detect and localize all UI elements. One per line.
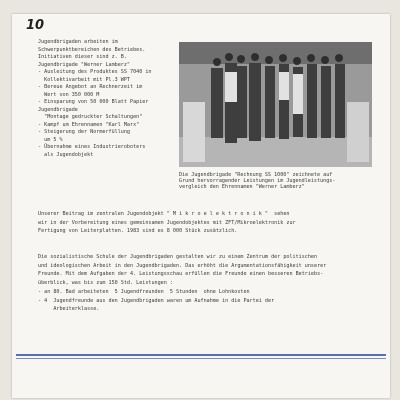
body2-line: Arbeiterklasse. xyxy=(38,306,100,313)
left_column-line: Initiativen dieser sind z. B. xyxy=(38,54,127,60)
body2-line: Freunde. Mit dem Aufgaben der 4. Leistungsschau erfüllen die Freunde einen besseren Betriebs- xyxy=(38,271,324,278)
left_column-line: - Kampf um Ehrennamen "Karl Marx" xyxy=(38,121,140,128)
left_column-line: - Übernahme eines Industrieroboters xyxy=(38,144,146,150)
body1-line: wir in der Vorbereitung eines gemeinsamen Jugendobjektes mit ZFT/Mikroelektronik zur xyxy=(38,219,296,226)
page-number: 10 xyxy=(26,18,45,33)
body2-line: - 4 Jugendfreunde aus den Jugendbrigaden waren um Aufnahme in die Partei der xyxy=(38,297,275,304)
caption-line: Die Jugendbrigade "Rechnung SS 1000" zeichnete auf xyxy=(179,172,333,178)
group-photo xyxy=(179,42,372,167)
left_column-line: - Steigerung der Normerfüllung xyxy=(38,129,131,135)
photo-caption xyxy=(179,172,374,190)
footer-rule xyxy=(16,354,386,356)
left_column-line: - Ausleitung des Produktes SS 7040 in xyxy=(38,69,152,75)
caption-line: Grund hervorragender Leistungen im Jugendleistungs- xyxy=(179,178,336,184)
left_column-line: "Montage gedruckter Schaltungen" xyxy=(38,114,143,120)
left_column-line: um 5 % xyxy=(38,136,63,143)
body2-line: Die sozialistische Schule der Jugendbrigaden gestalten wir zu einem Zentrum der politischen xyxy=(38,254,318,260)
left_column-line: - Bereue Angebot an Rechnerzeit im xyxy=(38,84,143,90)
left_column-line: - Einsparung von 50 000 Blatt Papier xyxy=(38,99,149,105)
caption-line: vergleich den Ehrennamen "Werner Lamberz" xyxy=(179,184,305,190)
left_column-line: Jugendbrigaden arbeiten im xyxy=(38,39,118,45)
footer-rule-thin xyxy=(16,358,386,359)
body1-line: Unserer Beitrag im zentralen Jugendobjekt " M i k r o e l e k t r o n i k " sehen xyxy=(38,211,290,217)
group-photo-image xyxy=(179,42,372,167)
left_column-line: Kollektivarbeit mit Pl.3 WPT xyxy=(38,76,131,83)
body2-line: überblick, was bis zum 150 Std. Leistungen : xyxy=(38,280,173,287)
left_column-line: Jugendbrigade xyxy=(38,106,78,113)
left_column-line: Jugendbrigade "Werner Lamberz" xyxy=(38,61,131,68)
body2-line: und ideologischen Arbeit in den Jugendbrigaden. Das erhöht die Argumentationsfähigkeit unserer xyxy=(38,262,327,269)
left_column-line: als Jugendobjekt xyxy=(38,151,94,158)
left_column-line: Wert von 350 000 M xyxy=(38,91,100,98)
body2-line: - an 80. Bad arbeiteten 5 Jugendfreunden 5 Stunden ohne Lohnkosten xyxy=(38,288,250,295)
body1-line: Fertigung von Leiterplatten. 1983 sind es 8 000 Stück zusätzlich. xyxy=(38,228,238,235)
left_column-line: Schwerpunktbereichen des Betriebes. xyxy=(38,46,146,53)
